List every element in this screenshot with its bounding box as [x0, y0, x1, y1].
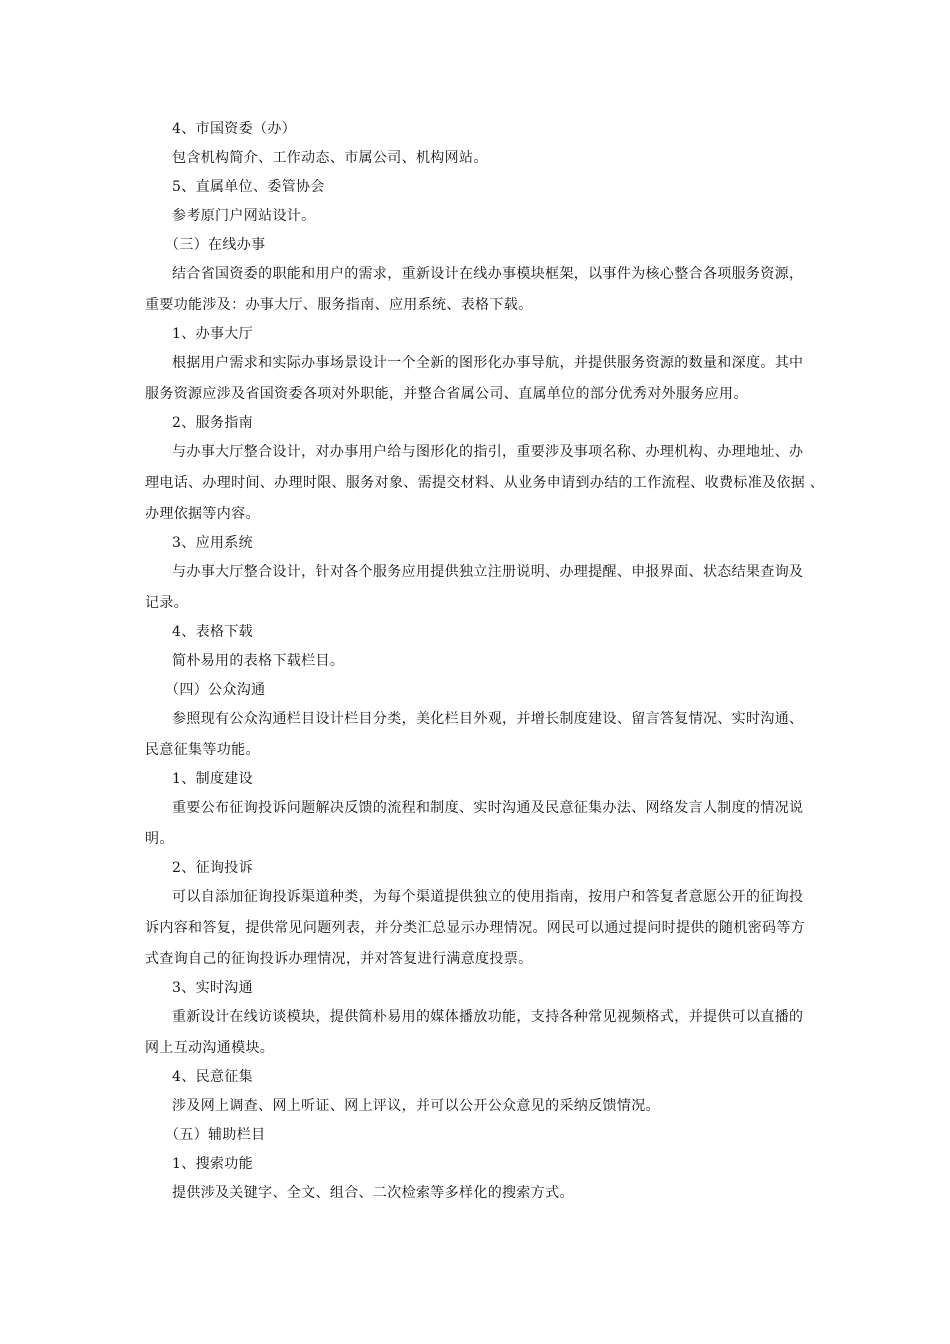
paragraph-line: 包含机构简介、工作动态、市属公司、机构网站。	[172, 150, 488, 166]
subsection-heading: 1、搜索功能	[172, 1156, 254, 1172]
paragraph-line: 参照现有公众沟通栏目设计栏目分类，美化栏目外观，并增长制度建设、留言答复情况、实时沟通、	[172, 711, 804, 727]
paragraph	[145, 561, 810, 614]
subsection-heading: 3、应用系统	[172, 535, 254, 551]
subsection-heading: 1、制度建设	[172, 771, 254, 787]
paragraph-line: 服务资源应涉及省国资委各项对外职能，并整合省属公司、直属单位的部分优秀对外服务应用。	[145, 386, 748, 402]
subsection-heading: 4、民意征集	[172, 1069, 254, 1085]
paragraph	[145, 797, 810, 850]
section-heading: （三）在线办事	[165, 237, 266, 253]
section-heading: （四）公众沟通	[165, 682, 266, 698]
subsection-heading: 5、直属单位、委管协会	[172, 179, 325, 195]
paragraph	[145, 147, 810, 169]
paragraph-line: 式查询自己的征询投诉办理情况，并对答复进行满意度投票。	[145, 951, 533, 967]
subsection-heading: 4、市国资委（办）	[172, 121, 297, 137]
paragraph-line: 与办事大厅整合设计，对办事用户给与图形化的指引，重要涉及事项名称、办理机构、办理地址、办	[172, 444, 804, 460]
subsection-heading: 4、表格下载	[172, 624, 254, 640]
paragraph-line: 诉内容和答复，提供常见问题列表，并分类汇总显示办理情况。网民可以通过提问时提供的随机密码等方	[145, 920, 806, 936]
paragraph-line: 重新设计在线访谈模块，提供简朴易用的媒体播放功能，支持各种常见视频格式，并提供可以直播的	[172, 1009, 804, 1025]
document-body	[145, 118, 825, 1211]
paragraph	[145, 1006, 810, 1059]
paragraph-line: 民意征集等功能。	[145, 742, 260, 758]
paragraph-line: 提供涉及关键字、全文、组合、二次检索等多样化的搜索方式。	[172, 1185, 574, 1201]
subsection-heading: 3、实时沟通	[172, 980, 254, 996]
paragraph-line: 参考原门户网站设计。	[172, 208, 316, 224]
paragraph	[145, 1095, 810, 1117]
paragraph-line: 重要公布征询投诉问题解决反馈的流程和制度、实时沟通及民意征集办法、网络发言人制度的情况说	[172, 800, 804, 816]
paragraph-line: 办理依据等内容。	[145, 506, 260, 522]
paragraph	[145, 708, 810, 761]
paragraph	[145, 650, 810, 672]
paragraph	[145, 886, 810, 970]
paragraph-line: 结合省国资委的职能和用户的需求，重新设计在线办事模块框架，以事件为核心整合各项服务资源，	[172, 266, 804, 282]
paragraph-line: 根据用户需求和实际办事场景设计一个全新的图形化办事导航，并提供服务资源的数量和深度。其中	[172, 355, 804, 371]
paragraph	[145, 352, 810, 405]
subsection-heading: 2、服务指南	[172, 415, 254, 431]
paragraph-line: 涉及网上调查、网上听证、网上评议，并可以公开公众意见的采纳反馈情况。	[172, 1098, 660, 1114]
section-heading: （五）辅助栏目	[165, 1127, 266, 1143]
paragraph-line: 记录。	[145, 595, 189, 611]
paragraph-line: 网上互动沟通模块。	[145, 1040, 275, 1056]
paragraph	[145, 205, 810, 227]
paragraph-line: 理电话、办理时间、办理时限、服务对象、需提交材料、从业务申请到办结的工作流程、收费标准及依据 、	[145, 475, 825, 491]
paragraph	[145, 1182, 810, 1204]
paragraph-line: 可以自添加征询投诉渠道种类，为每个渠道提供独立的使用指南，按用户和答复者意愿公开的征询投	[172, 889, 804, 905]
paragraph-line: 明。	[145, 831, 174, 847]
paragraph	[145, 441, 825, 525]
paragraph-line: 与办事大厅整合设计，针对各个服务应用提供独立注册说明、办理提醒、申报界面、状态结果查询及	[172, 564, 804, 580]
paragraph-line: 简朴易用的表格下载栏目。	[172, 653, 345, 669]
subsection-heading: 1、办事大厅	[172, 326, 254, 342]
paragraph	[145, 263, 810, 316]
subsection-heading: 2、征询投诉	[172, 860, 254, 876]
paragraph-line: 重要功能涉及：办事大厅、服务指南、应用系统、表格下载。	[145, 297, 533, 313]
